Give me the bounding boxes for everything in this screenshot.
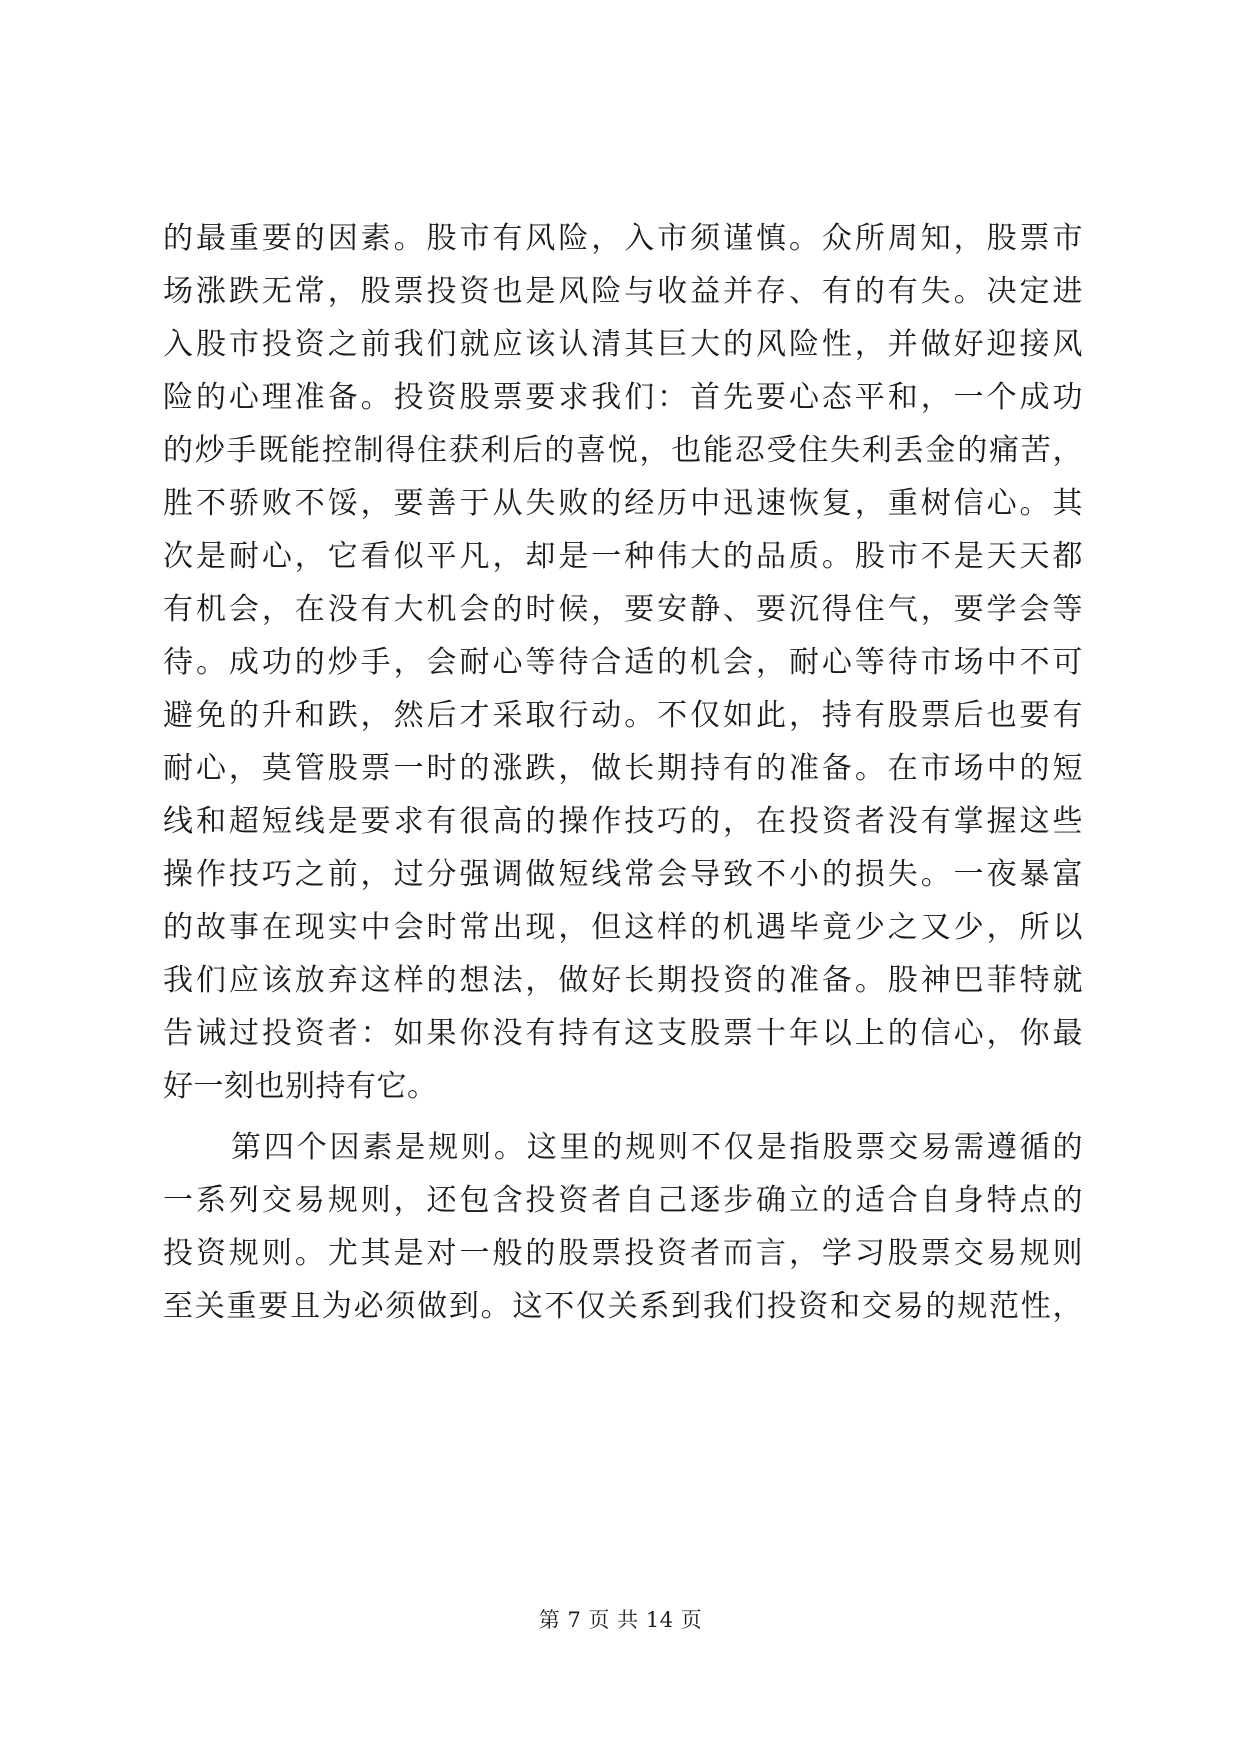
body-text — [163, 212, 1083, 1333]
text-line: 操作技巧之前，过分强调做短线常会导致不小的损失。一夜暴富 — [163, 857, 1083, 892]
text-line: 一系列交易规则，还包含投资者自己逐步确立的适合自身特点的 — [163, 1183, 1083, 1218]
text-line: 胜不骄败不馁，要善于从失败的经历中迅速恢复，重树信心。其 — [163, 486, 1083, 521]
text-line: 至关重要且为必须做到。这不仅关系到我们投资和交易的规范性， — [163, 1289, 1083, 1324]
text-line: 我们应该放弃这样的想法，做好长期投资的准备。股神巴菲特就 — [163, 963, 1083, 998]
text-line: 的故事在现实中会时常出现，但这样的机遇毕竟少之又少，所以 — [163, 910, 1083, 945]
paragraph-spacer — [163, 1113, 1083, 1121]
text-line: 告诫过投资者：如果你没有持有这支股票十年以上的信心，你最 — [163, 1016, 1083, 1051]
text-line: 待。成功的炒手，会耐心等待合适的机会，耐心等待市场中不可 — [163, 645, 1083, 680]
paragraph — [163, 212, 1083, 1113]
text-line: 险的心理准备。投资股票要求我们：首先要心态平和，一个成功 — [163, 380, 1083, 415]
text-line: 耐心，莫管股票一时的涨跌，做长期持有的准备。在市场中的短 — [163, 751, 1083, 786]
text-line: 的炒手既能控制得住获利后的喜悦，也能忍受住失利丢金的痛苦， — [163, 433, 1083, 468]
page-number: 第 7 页 共 14 页 — [538, 1608, 703, 1632]
page-footer — [0, 1604, 1241, 1634]
text-line: 场涨跌无常，股票投资也是风险与收益并存、有的有失。决定进 — [163, 274, 1083, 309]
text-line: 有机会，在没有大机会的时候，要安静、要沉得住气，要学会等 — [163, 592, 1083, 627]
text-line: 第四个因素是规则。这里的规则不仅是指股票交易需遵循的 — [231, 1130, 1083, 1165]
paragraph — [163, 1121, 1083, 1333]
text-line: 线和超短线是要求有很高的操作技巧的，在投资者没有掌握这些 — [163, 804, 1083, 839]
text-line: 入股市投资之前我们就应该认清其巨大的风险性，并做好迎接风 — [163, 327, 1083, 362]
text-line: 的最重要的因素。股市有风险，入市须谨慎。众所周知，股票市 — [163, 221, 1083, 256]
text-line: 好一刻也别持有它。 — [163, 1069, 438, 1104]
text-line: 次是耐心，它看似平凡，却是一种伟大的品质。股市不是天天都 — [163, 539, 1083, 574]
text-line: 投资规则。尤其是对一般的股票投资者而言，学习股票交易规则 — [163, 1236, 1083, 1271]
text-line: 避免的升和跌，然后才采取行动。不仅如此，持有股票后也要有 — [163, 698, 1083, 733]
